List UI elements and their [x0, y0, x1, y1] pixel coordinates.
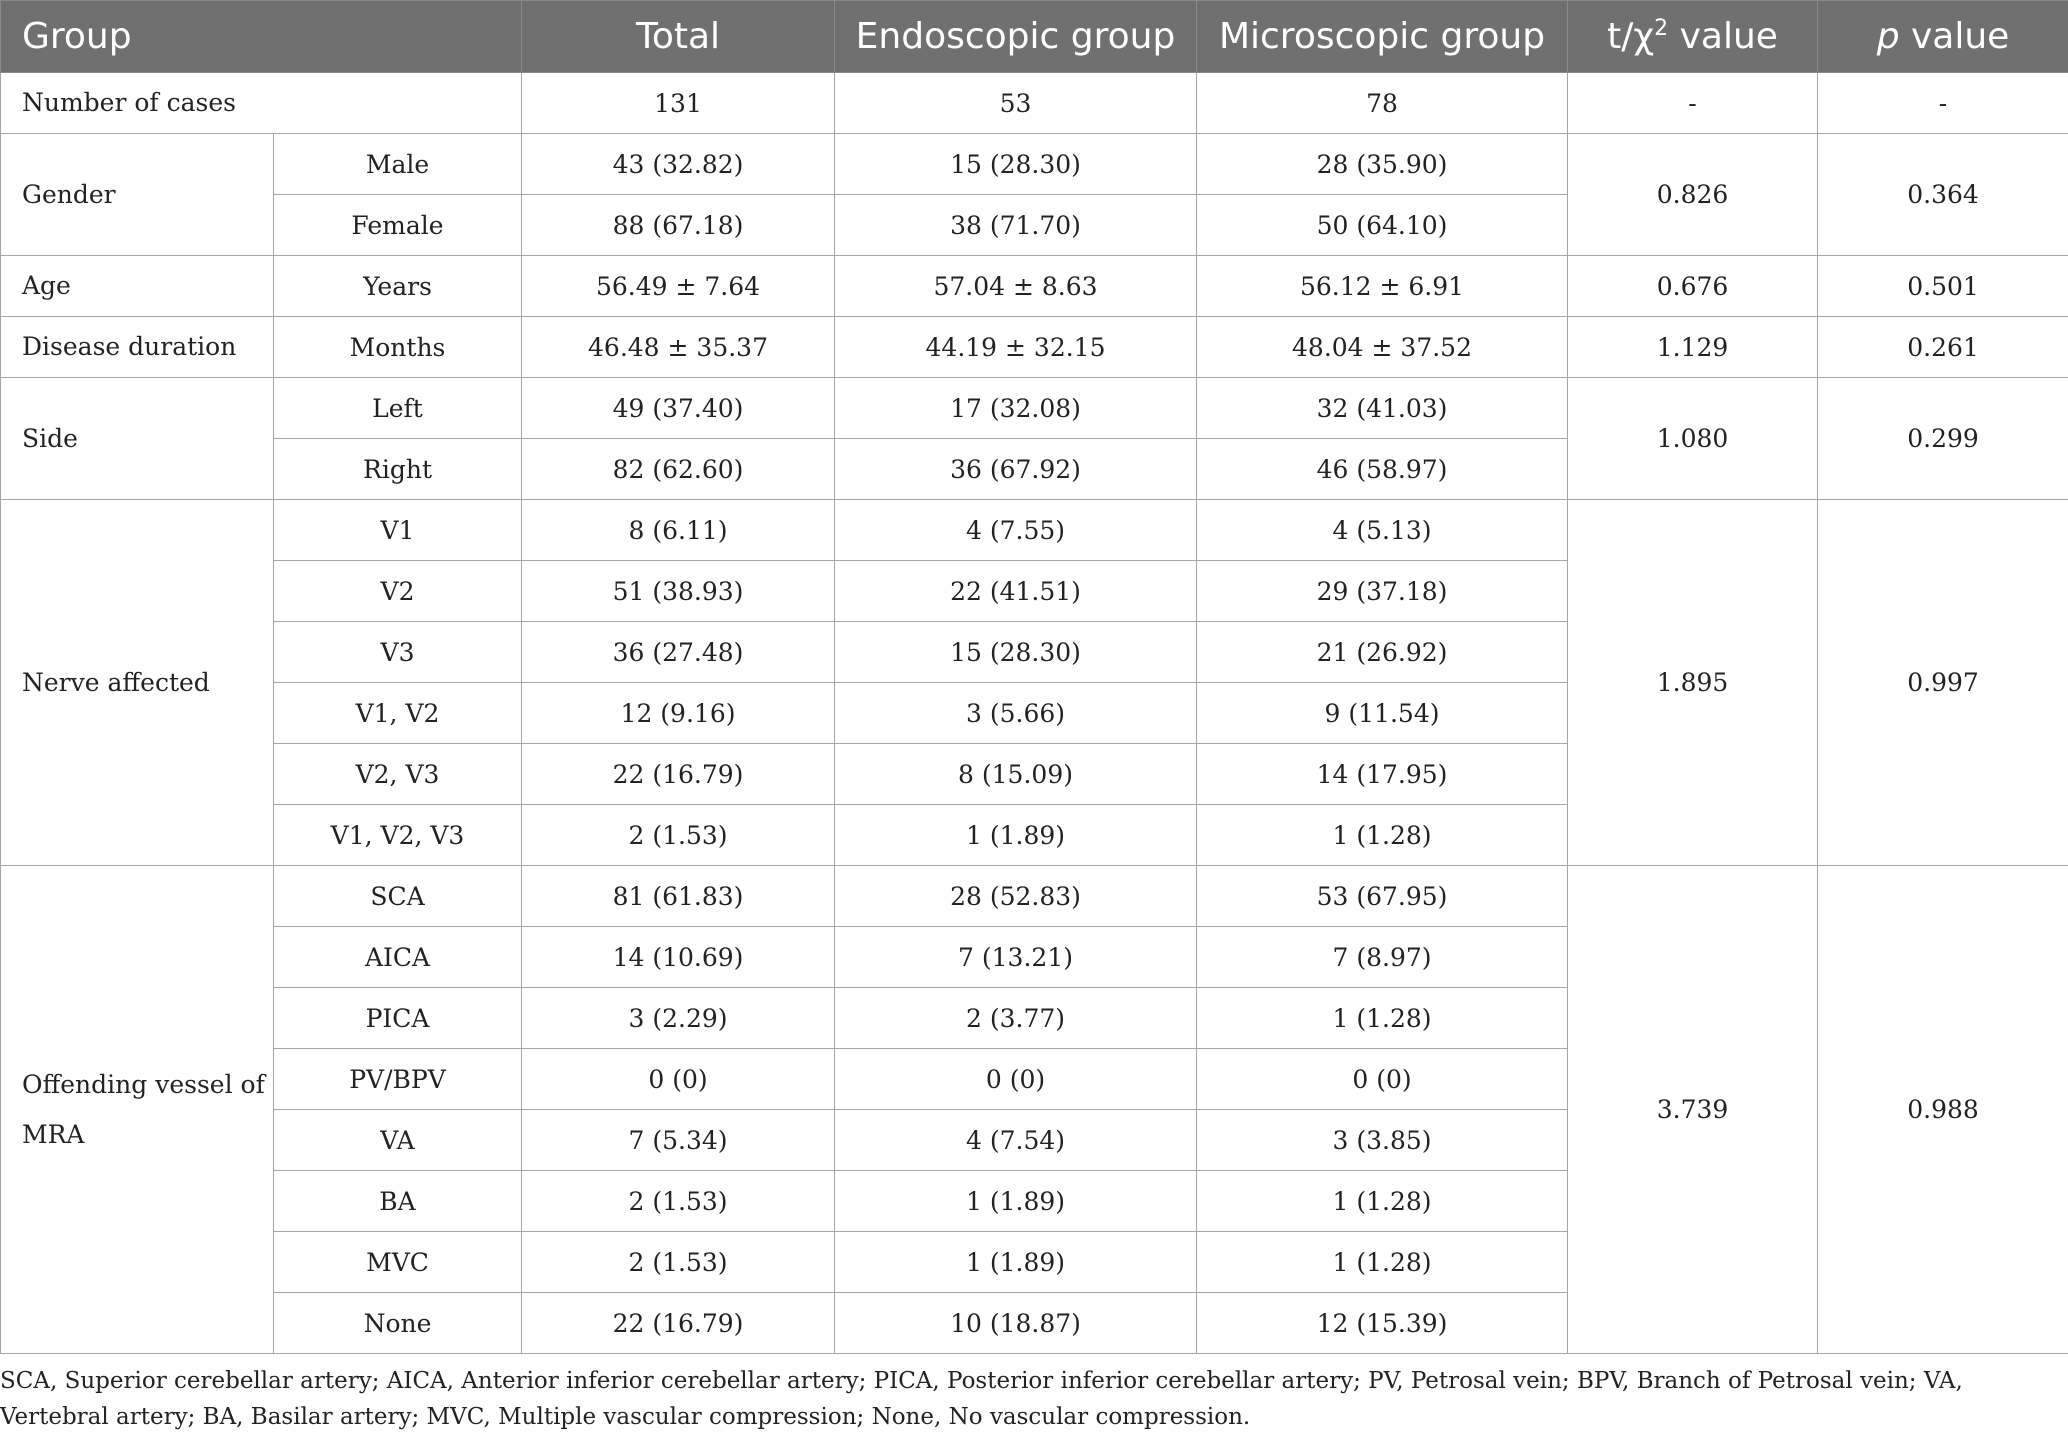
total-cell: 82 (62.60) — [522, 439, 835, 500]
endoscopic-cell: 10 (18.87) — [835, 1293, 1197, 1354]
table-row — [1, 317, 2068, 378]
group-label: Gender — [1, 134, 274, 256]
subgroup-cell: V1 — [274, 500, 522, 561]
header-endoscopic: Endoscopic group — [835, 1, 1197, 73]
endoscopic-cell: 4 (7.54) — [835, 1110, 1197, 1171]
microscopic-cell: 1 (1.28) — [1197, 1171, 1568, 1232]
subgroup-cell: BA — [274, 1171, 522, 1232]
table-row — [1, 500, 2068, 561]
microscopic-cell: 9 (11.54) — [1197, 683, 1568, 744]
endoscopic-cell: 22 (41.51) — [835, 561, 1197, 622]
microscopic-cell: 7 (8.97) — [1197, 927, 1568, 988]
subgroup-cell: SCA — [274, 866, 522, 927]
header-p-value: p value — [1818, 1, 2068, 73]
subgroup-cell: AICA — [274, 927, 522, 988]
subgroup-cell: V2 — [274, 561, 522, 622]
microscopic-cell: 28 (35.90) — [1197, 134, 1568, 195]
total-cell: 2 (1.53) — [522, 1171, 835, 1232]
group-label: Number of cases — [1, 73, 522, 134]
group-label: Offending vessel of MRA — [1, 866, 274, 1354]
microscopic-cell: 21 (26.92) — [1197, 622, 1568, 683]
total-cell: 12 (9.16) — [522, 683, 835, 744]
total-cell: 2 (1.53) — [522, 1232, 835, 1293]
microscopic-cell: 1 (1.28) — [1197, 805, 1568, 866]
p-cell: - — [1818, 73, 2068, 134]
total-cell: 0 (0) — [522, 1049, 835, 1110]
table-row — [1, 256, 2068, 317]
p-cell: 0.501 — [1818, 256, 2068, 317]
subgroup-cell: V3 — [274, 622, 522, 683]
microscopic-cell: 32 (41.03) — [1197, 378, 1568, 439]
total-cell: 56.49 ± 7.64 — [522, 256, 835, 317]
total-cell: 8 (6.11) — [522, 500, 835, 561]
endoscopic-cell: 28 (52.83) — [835, 866, 1197, 927]
total-cell: 3 (2.29) — [522, 988, 835, 1049]
microscopic-cell: 48.04 ± 37.52 — [1197, 317, 1568, 378]
table-row — [1, 378, 2068, 439]
total-cell: 22 (16.79) — [522, 744, 835, 805]
stat-cell: 0.676 — [1568, 256, 1818, 317]
endoscopic-cell: 4 (7.55) — [835, 500, 1197, 561]
microscopic-cell: 78 — [1197, 73, 1568, 134]
endoscopic-cell: 53 — [835, 73, 1197, 134]
header-group: Group — [1, 1, 522, 73]
stat-cell: 1.895 — [1568, 500, 1818, 866]
microscopic-cell: 1 (1.28) — [1197, 1232, 1568, 1293]
p-cell: 0.997 — [1818, 500, 2068, 866]
stat-cell: 1.129 — [1568, 317, 1818, 378]
stat-cell: - — [1568, 73, 1818, 134]
endoscopic-cell: 17 (32.08) — [835, 378, 1197, 439]
endoscopic-cell: 8 (15.09) — [835, 744, 1197, 805]
microscopic-cell: 46 (58.97) — [1197, 439, 1568, 500]
subgroup-cell: V1, V2 — [274, 683, 522, 744]
group-label: Disease duration — [1, 317, 274, 378]
endoscopic-cell: 36 (67.92) — [835, 439, 1197, 500]
total-cell: 88 (67.18) — [522, 195, 835, 256]
endoscopic-cell: 15 (28.30) — [835, 622, 1197, 683]
total-cell: 46.48 ± 35.37 — [522, 317, 835, 378]
table-row — [1, 134, 2068, 195]
p-cell: 0.364 — [1818, 134, 2068, 256]
endoscopic-cell: 1 (1.89) — [835, 1232, 1197, 1293]
p-cell: 0.299 — [1818, 378, 2068, 500]
stat-cell: 1.080 — [1568, 378, 1818, 500]
stat-cell: 0.826 — [1568, 134, 1818, 256]
endoscopic-cell: 7 (13.21) — [835, 927, 1197, 988]
total-cell: 51 (38.93) — [522, 561, 835, 622]
microscopic-cell: 14 (17.95) — [1197, 744, 1568, 805]
total-cell: 49 (37.40) — [522, 378, 835, 439]
total-cell: 131 — [522, 73, 835, 134]
subgroup-cell: V1, V2, V3 — [274, 805, 522, 866]
group-label: Side — [1, 378, 274, 500]
group-label: Nerve affected — [1, 500, 274, 866]
microscopic-cell: 50 (64.10) — [1197, 195, 1568, 256]
header-total: Total — [522, 1, 835, 73]
total-cell: 14 (10.69) — [522, 927, 835, 988]
microscopic-cell: 1 (1.28) — [1197, 988, 1568, 1049]
table-footnote: SCA, Superior cerebellar artery; AICA, Anterior inferior cerebellar artery; PICA, Posterior inferior cerebellar artery; PV, Petrosal vein; BPV, Branch of Petrosal vein; VA, Vertebral artery; BA, Basilar artery; MVC, Multiple vascular compression; None, No vascular compression. — [0, 1368, 1963, 1430]
microscopic-cell: 29 (37.18) — [1197, 561, 1568, 622]
total-cell: 36 (27.48) — [522, 622, 835, 683]
p-cell: 0.988 — [1818, 866, 2068, 1354]
endoscopic-cell: 3 (5.66) — [835, 683, 1197, 744]
endoscopic-cell: 57.04 ± 8.63 — [835, 256, 1197, 317]
endoscopic-cell: 1 (1.89) — [835, 805, 1197, 866]
stat-cell: 3.739 — [1568, 866, 1818, 1354]
subgroup-cell: Right — [274, 439, 522, 500]
subgroup-cell: MVC — [274, 1232, 522, 1293]
total-cell: 43 (32.82) — [522, 134, 835, 195]
subgroup-cell: None — [274, 1293, 522, 1354]
total-cell: 81 (61.83) — [522, 866, 835, 927]
microscopic-cell: 4 (5.13) — [1197, 500, 1568, 561]
subgroup-cell: Years — [274, 256, 522, 317]
endoscopic-cell: 15 (28.30) — [835, 134, 1197, 195]
endoscopic-cell: 0 (0) — [835, 1049, 1197, 1110]
subgroup-cell: Male — [274, 134, 522, 195]
endoscopic-cell: 2 (3.77) — [835, 988, 1197, 1049]
endoscopic-cell: 38 (71.70) — [835, 195, 1197, 256]
subgroup-cell: V2, V3 — [274, 744, 522, 805]
subgroup-cell: Left — [274, 378, 522, 439]
microscopic-cell: 56.12 ± 6.91 — [1197, 256, 1568, 317]
total-cell: 22 (16.79) — [522, 1293, 835, 1354]
subgroup-cell: PICA — [274, 988, 522, 1049]
total-cell: 2 (1.53) — [522, 805, 835, 866]
microscopic-cell: 12 (15.39) — [1197, 1293, 1568, 1354]
total-cell: 7 (5.34) — [522, 1110, 835, 1171]
header-stat-value: $t/\chi^2$ value — [1568, 1, 1818, 73]
p-cell: 0.261 — [1818, 317, 2068, 378]
subgroup-cell: PV/BPV — [274, 1049, 522, 1110]
microscopic-cell: 3 (3.85) — [1197, 1110, 1568, 1171]
subgroup-cell: VA — [274, 1110, 522, 1171]
table-row — [1, 73, 2068, 134]
microscopic-cell: 53 (67.95) — [1197, 866, 1568, 927]
subgroup-cell: Months — [274, 317, 522, 378]
endoscopic-cell: 1 (1.89) — [835, 1171, 1197, 1232]
endoscopic-cell: 44.19 ± 32.15 — [835, 317, 1197, 378]
microscopic-cell: 0 (0) — [1197, 1049, 1568, 1110]
header-microscopic: Microscopic group — [1197, 1, 1568, 73]
header-row — [1, 1, 2068, 73]
group-label: Age — [1, 256, 274, 317]
subgroup-cell: Female — [274, 195, 522, 256]
table-row — [1, 866, 2068, 927]
